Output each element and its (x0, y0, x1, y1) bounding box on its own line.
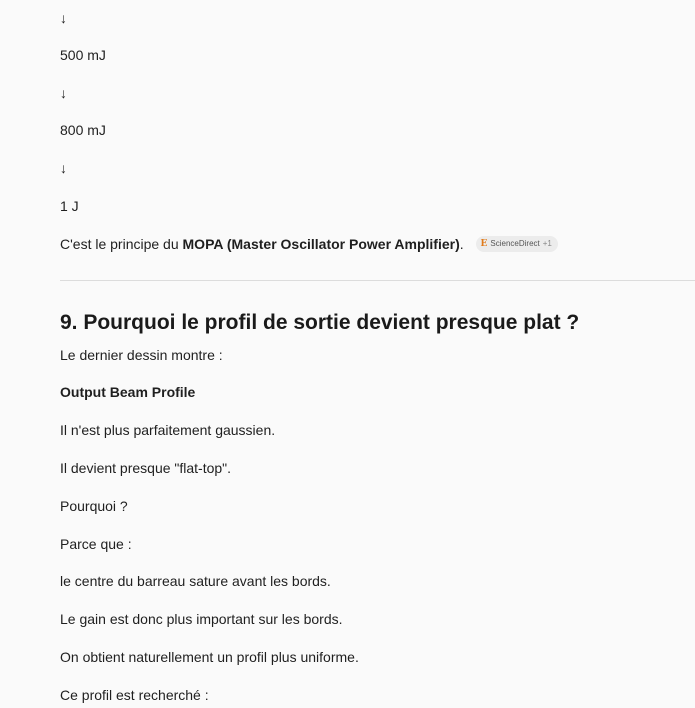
citation-source: ScienceDirect (490, 239, 540, 249)
energy-1j-text: 1 J (60, 198, 79, 214)
not-gaussian-text: Il n'est plus parfaitement gaussien. (60, 422, 276, 438)
reason-uniform: On obtient naturellement un profil plus uniforme. (60, 649, 359, 665)
why-question: Pourquoi ? (60, 498, 128, 514)
flow-arrow: ↓ (60, 10, 67, 26)
mopa-prefix: C'est le principe du (60, 236, 183, 252)
sciencedirect-icon: E (480, 239, 488, 250)
output-beam-profile-label: Output Beam Profile (60, 384, 196, 400)
flow-arrow: ↓ (60, 85, 67, 101)
flat-top-text: Il devient presque "flat-top". (60, 460, 232, 476)
reason-gain: Le gain est donc plus important sur les bords. (60, 611, 343, 627)
because-text: Parce que : (60, 536, 132, 552)
citation-chip[interactable] (476, 236, 558, 252)
mopa-paragraph (60, 235, 558, 253)
mopa-name: MOPA (182, 236, 223, 252)
citation-more-count: +1 (542, 239, 552, 249)
reason-saturation: le centre du barreau sature avant les bords. (60, 573, 331, 589)
profile-sought-text: Ce profil est recherché : (60, 687, 209, 703)
section-divider (60, 280, 695, 281)
energy-800-text: 800 mJ (60, 122, 106, 138)
energy-500-text: 500 mJ (60, 47, 106, 63)
flow-arrow: ↓ (60, 160, 67, 176)
mopa-expansion: (Master Oscillator Power Amplifier) (222, 236, 460, 252)
mopa-suffix: . (459, 236, 464, 252)
section-9-intro: Le dernier dessin montre : (60, 347, 223, 363)
section-9-heading: 9. Pourquoi le profil de sortie devient presque plat ? (60, 311, 580, 334)
